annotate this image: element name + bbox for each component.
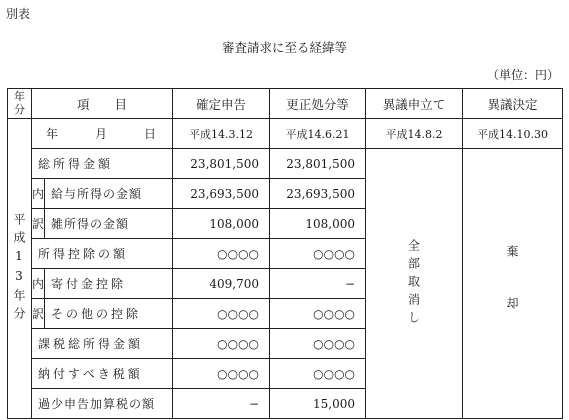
row-prefix: 訳 bbox=[32, 299, 45, 329]
row-label: 過少申告加算税の額 bbox=[32, 389, 173, 419]
date-label-cell bbox=[32, 119, 173, 149]
row-kakutei: ○○○○ bbox=[173, 329, 270, 359]
row-label: 総所得金額 bbox=[32, 149, 173, 179]
document-title: 審査請求に至る経緯等 bbox=[221, 40, 347, 55]
header-year-top: 年 bbox=[14, 89, 25, 103]
row-kosei: ○○○○ bbox=[270, 329, 366, 359]
header-igi-moushitate: 異議申立て bbox=[366, 89, 463, 119]
date-kakutei: 平成14.3.12 bbox=[173, 119, 270, 149]
date-label-year: 年 bbox=[46, 127, 59, 141]
row-prefix: 内 bbox=[32, 179, 45, 209]
row-kosei: 108,000 bbox=[270, 209, 366, 239]
header-kakutei: 確定申告 bbox=[173, 89, 270, 119]
row-kakutei: ○○○○ bbox=[173, 239, 270, 269]
row-kosei: 15,000 bbox=[270, 389, 366, 419]
row-kakutei: ○○○○ bbox=[173, 299, 270, 329]
header-year-bottom: 分 bbox=[14, 102, 25, 116]
row-label: 寄付金控除 bbox=[45, 269, 173, 299]
row-label: その他の控除 bbox=[45, 299, 173, 329]
row-kakutei: 409,700 bbox=[173, 269, 270, 299]
unit-label: （単位：円） bbox=[486, 68, 559, 82]
row-kosei: ○○○○ bbox=[270, 359, 366, 389]
row-kosei: ○○○○ bbox=[270, 239, 366, 269]
row-kosei: − bbox=[270, 269, 366, 299]
date-kosei: 平成14.6.21 bbox=[270, 119, 366, 149]
header-year bbox=[8, 89, 32, 119]
date-igi-kettei: 平成14.10.30 bbox=[463, 119, 563, 149]
header-row bbox=[8, 89, 563, 119]
row-kakutei: − bbox=[173, 389, 270, 419]
header-kosei: 更正処分等 bbox=[270, 89, 366, 119]
date-row bbox=[8, 119, 563, 149]
history-table bbox=[7, 88, 563, 419]
igi-kettei-result: 棄 却 bbox=[505, 244, 520, 323]
header-igi-kettei: 異議決定 bbox=[463, 89, 563, 119]
row-kakutei: 23,693,500 bbox=[173, 179, 270, 209]
date-igi-moushitate: 平成14.8.2 bbox=[366, 119, 463, 149]
appendix-label: 別表 bbox=[6, 7, 31, 21]
row-kakutei: 108,000 bbox=[173, 209, 270, 239]
header-item: 項 目 bbox=[32, 89, 173, 119]
table-row bbox=[8, 149, 563, 179]
row-label: 給与所得の金額 bbox=[45, 179, 173, 209]
igi-moushitate-result-cell bbox=[366, 149, 463, 419]
year-group-label: 平成13年分 bbox=[12, 212, 26, 325]
igi-moushitate-result: 全部取消し bbox=[406, 238, 421, 329]
row-label: 所得控除の額 bbox=[32, 239, 173, 269]
row-kakutei: 23,801,500 bbox=[173, 149, 270, 179]
row-prefix: 内 bbox=[32, 269, 45, 299]
date-label-day: 日 bbox=[144, 127, 157, 141]
row-kosei: 23,693,500 bbox=[270, 179, 366, 209]
row-kakutei: ○○○○ bbox=[173, 359, 270, 389]
row-label: 雑所得の金額 bbox=[45, 209, 173, 239]
igi-kettei-result-cell bbox=[463, 149, 563, 419]
row-label: 納付すべき税額 bbox=[32, 359, 173, 389]
row-kosei: 23,801,500 bbox=[270, 149, 366, 179]
row-prefix: 訳 bbox=[32, 209, 45, 239]
date-label-month: 月 bbox=[95, 127, 108, 141]
row-label: 課税総所得金額 bbox=[32, 329, 173, 359]
year-group-cell bbox=[8, 119, 32, 419]
row-kosei: ○○○○ bbox=[270, 299, 366, 329]
